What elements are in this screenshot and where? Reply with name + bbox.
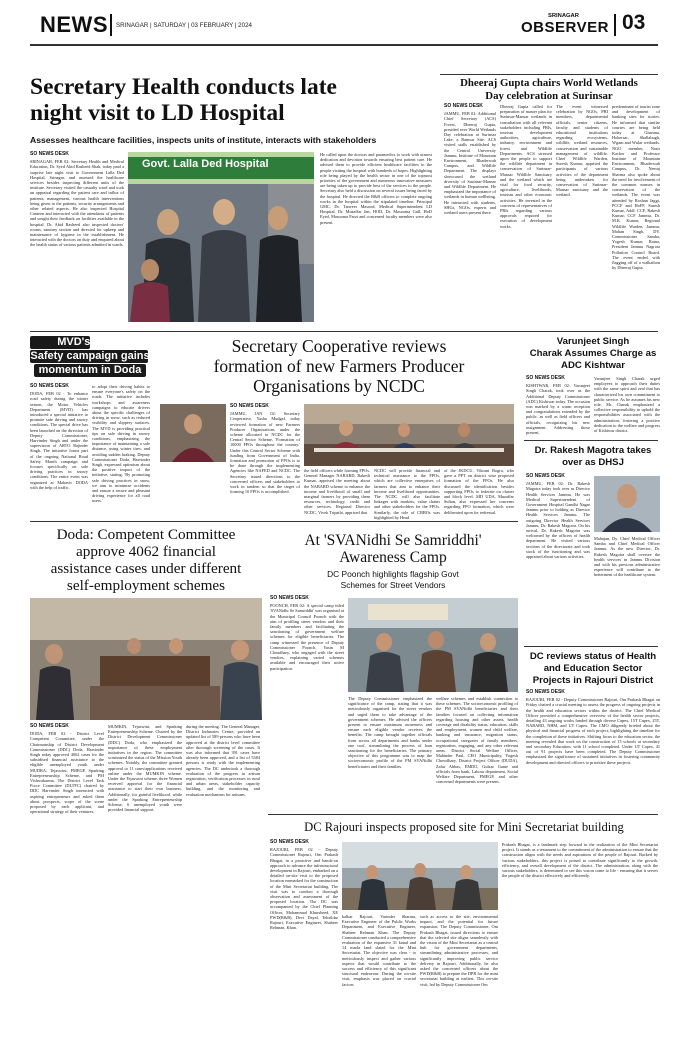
svanidhi-column-2 xyxy=(348,696,432,810)
rajouri-status-column-1 xyxy=(526,690,660,810)
wetlands-column-1 xyxy=(444,104,496,326)
lead-headline-line1: Secretary Health conducts late xyxy=(30,74,337,100)
ncdc-column-4 xyxy=(444,468,514,516)
masthead-rule xyxy=(30,44,658,46)
varun-column-1 xyxy=(526,376,590,436)
rakesh-photo xyxy=(594,476,660,532)
snow-text-1: DODA, FEB 02 - To enhance road safety during the winter season, the Motor Vehicles Department (MVD) has introduced a special initiative to promote safe driving and snowy conditions. The special drive has been launched on the direction of Deputy Commissioner, Harvinder Singh and under the supervision of ARTO Rajinder Singh. The initiative forms part of the ongoing National Road Safety Month campaign and focuses specifically on safe driving practices in snowy conditions. The entire event was organized at Mahavir DODA with the help of traffic. xyxy=(30,391,88,490)
rakesh-text-1: JAMMU, FEB 02: Dr. Rakesh Magotra today took over as Director Health Services Jammu. He was Medical Superintendent of Government Hospital Gandhi Nagar Jammu prior to holding as Director Health Services Jammu. The outgoing Director Health Services Jammu, Dr. Rakesh Magotra. On his arrival, Dr. Rakesh Magotra was welcomed by the officers of health department. He visited various sections of the directorate and took stock of the functioning and was appraised about various activities. xyxy=(526,481,590,560)
doda-byline: SO NEWS DESK xyxy=(30,723,69,729)
ncdc-headline-line3: Organisations by NCDC xyxy=(253,376,425,396)
svanidhi-column-1 xyxy=(270,596,344,810)
rajouri-status-headline-line1: DC reviews status of Health xyxy=(529,651,657,662)
mini-sec-column-2 xyxy=(342,914,416,1030)
mini-sec-photo-illustration xyxy=(342,842,498,910)
lead-photo-banner: Govt. Lalla Ded Hospital xyxy=(142,158,269,170)
doda-photo xyxy=(30,598,262,720)
mini-sec-text-2: kalkar Rajouri, Varinder Sharma, Executive Engineer of the Public Works Department, and Executive Engineer, Shabeer Rehman Khan. The Deputy Commissioner conducted a comprehensive evaluation of the expansive 31 kanal and 14 marla land slated for the Mini Secretariat. The objective was clear - to meticulously inspect and gather various aspects that would contribute to the success and efficiency of this significant structural endeavour. During the on-site visit, emphasis was placed on crucial factors xyxy=(342,914,416,987)
lead-text-2: He called upon the doctors and paramedics to work with utmost dedication and devotion towards ensuring best patient care. He advised them to provide efficient healthcare facilities to the people visiting the hospital with hundreds of hopes. Highlighting role being played by the health sector in one of the topmost priorities of the government and numerous innovative measures are being taken up to provide best of the services to the people. Secretary also held a discussion on several issues being faced by the hospital. He directed the R&B officers to complete ongoing works in the hospital within the stipulated timeline. Principal GMC, Dr. Tanveer Masood, Medical Superintendent LD Hospital, Dr. Muzaffar Jan, HOD, Dr. Masooma Gull, HoD Eyed, Masooma Farzi and concerned faculty members were also present. xyxy=(320,152,432,225)
brand-logo: OBSERVER xyxy=(521,19,609,36)
ncdc-text-3: NCDC will provide financial and technical assistance to the FPOs, which are collective enterprises of farmers that aim to enhance their income and livelihood opportunities. The NCDC will also facilitate linkages with markets, value chains and other stakeholders for the FPOs. Similarly, the role of CBBOs was highlighted by Head xyxy=(374,468,440,520)
ncdc-column-2 xyxy=(304,468,370,516)
brand-top: SRINAGAR xyxy=(548,13,579,19)
section-rule-2 xyxy=(30,521,518,522)
varun-column-2 xyxy=(594,376,660,436)
snow-text-2: to adopt their driving habits to ensure everyone's safety on the roads. The initiative includes workshops and awareness campaigns to educate drivers about the specific challenges of driving in snow, such as reduced visibility and slippery surfaces. The MVD is providing practical tips on safe driving in snowy conditions, emphasizing the importance of maintaining a safe distance, using winter tires, and avoiding sudden braking. Deputy Commissioner Doda, Harvinder Singh, expressed optimism about the positive impact of the initiative, stating, 'By promoting safe driving practices in snow, we aim to minimize accidents and ensure a secure and pleasant driving experience for all road users.' xyxy=(92,384,150,504)
masthead xyxy=(0,0,680,48)
rakesh-text-2: Mahajan, Dy. Chief Medical Officer Samba and Chief Medical Officer Jammu. As the new Director, Dr. Rakesh Magotra shall oversee the health services in Jammu Division and with his previous administrative experience will contribute to the betterment of the healthcare system. xyxy=(594,536,660,578)
ncdc-photo xyxy=(304,404,514,466)
svanidhi-photo xyxy=(348,598,518,692)
doda-text-1: DODA, FEB 02 - District Level Competent Committee, under the Chairmanship of District Development Commissioner (DDC) Doda, Harvinder Singh today approved 4062 cases for the subsidised financial assistance to the eligible unemployed youth under MUDRA, Tejaswini, PMEGP, Sparking Entrepreneurship Scheme, and PM Vishwakarma. The District Level Task Force Committee (DLTFC) chaired by DDC Harvinder Singh interacted with aspiring entrepreneurs and asked them about prospects, scope of the scene proposed by each applicant, and operational strategy of their ventures. xyxy=(30,731,104,815)
svanidhi-byline: SO NEWS DESK xyxy=(270,595,309,601)
doda-headline-line2: approve 4062 financial xyxy=(75,543,216,560)
varun-text-1: KISHTWAR, FEB 02: Varunjeet Singh Charak, took over as the Additional Deputy Commissioner (ADC) Kishtwar today. The occasion was marked by a warm reception and congratulations extended by the public, as well as field officers and officials, recognizing his new assignment. Addressing those present, xyxy=(526,383,590,436)
rakesh-photo-illustration xyxy=(594,476,660,532)
svanidhi-deck-line2: Schemes for Street Vendors xyxy=(340,580,446,590)
wetlands-text-2: Dheeraj Gupta called for preparation of master plan for Surinsar-Mansar wetlands in consultation with all relevant stakeholders including PRIs, tourism development authorities, agriculture, industry, environment and forest and Wildlife Departments. ACS stressed upon the people to support the wildlife department in conservation of Surinsar-Mansar Wildlife Sanctuary and the wetland which are vital for food security, agriculture, livelihoods, tourism and other economic activities. He invested in the concerns of representatives of PRIs regarding various approvals required for execution of development works. xyxy=(500,104,552,229)
varun-headline-line1: Varunjeet Singh xyxy=(556,336,630,347)
doda-column-2 xyxy=(108,724,182,1030)
rakesh-headline-line1: Dr. Rakesh Magotra takes xyxy=(534,445,652,456)
wetlands-text-3: The event witnessed celebration by NGOs, PRI members, departmental officials, senior citizens, faculty and students of educational institutions regarding ecosystems, wildlife, wetland resources, conservation and sustainable management of wildlife. Chief Wildlife Warden, Suresh Kumar, apprised the participants of various activities of the department being undertaken for conservation of Surinsar-Mansar sanctuary and the wetland. xyxy=(556,104,608,198)
ncdc-photo-illustration xyxy=(304,404,514,466)
dateline: SRINAGAR | SATURDAY | 03 FEBRUARY | 2024 xyxy=(116,22,252,29)
ncdc-text-4: of the JKDCU, Vikrant Bogra, who gave a PPT on district wise proposed formation of the FPOs. He also discussed the identification besides supporting FPOs to federate on cluster and block level. MD UDA, Muzaffar Sultan, also expressed her concerns regarding FPO formation, which were deliberated upon for redressal. xyxy=(444,468,514,515)
snow-column-2 xyxy=(92,384,150,516)
lead-deck: Assesses healthcare facilities, inspects units of institute, interacts with stakeholders xyxy=(30,135,377,145)
wetlands-text-4: predominant of tourist zone and development of banking sites for stories. He informed that similar courses are being held today at Gharana, Hokersar, Shallabugh, Wgam and Wular wetlands. NGO member, Nasir Kacker and Professor Institute of Mountain Environment, Bhaderwah Campus, Dr. Neeraj Sharma also spoke about the need for involvement of the common masses in conservation of the wetlands. The event was attended by Roshan Jaggi, PCCF and HoFF, Suresh Kumar, Addl. CCF, Rakesh Kumar, CCF Jammu, Dr. M.K. Kumar, Regional Wildlife Warden, Jammu, Mohan Singh, DY. Commissioner Samba, Yogesh Kumar, Raina, President Jammu Nagrota Pollution Control Board. The event ended with flagging off of a walkathon by Dheeraj Gupta. xyxy=(612,104,660,271)
rakesh-headline-line2: over as DHSJ xyxy=(562,457,624,468)
wetlands-text-1: JAMMU, FEB 02: Additional Chief Secretary (ACS) Forest, Dheeraj Gupta, presided over World Wetlands Day celebration at Surinsar Lake, a Ramsar Site. ACS visited stalls established by the Central University Jammu, Institute of Mountain Environment, Bhaderwah Campus, and Wildlife Department. The displays showcased the wetland diversity of Surinsar-Mansar and Wildlife Department. He emphasized the importance of wetlands in human wellbeing. He interacted with students, SHGs, NGOs, experts and wetland users present there. xyxy=(444,111,496,216)
section-divider xyxy=(110,14,112,36)
svanidhi-text-3: welfare schemes and establish connection to these schemes. The socioeconomic profiling of the PM SVANidhi beneficiaries and their families focused on collecting information regarding housing and other assets, health coverage and disability status, education, skills and employment, women and child welfare, banking and insurance, migration status, occupational categories of family members, registration, engaging, and any other relevant areas. District Social Welfare Officer, Mahinder Paul, CEO Municipality, Yogesh Chowdhary, District Project Officer (DUDA), Zafar Abbas, EMDO, Gulzar Ganie and officials from bank, Labour department, Social Welfare Department, PMEGP, and other concerned departments were present. xyxy=(436,696,518,785)
mini-sec-headline: DC Rajouri inspects proposed site for Mini Secretariat building xyxy=(304,820,624,834)
wetlands-headline-line1: Dheeraj Gupta chairs World Wetlands xyxy=(460,77,638,89)
doda-headline-line1: Doda: Competent Committee xyxy=(56,526,236,543)
lead-photo xyxy=(128,152,314,322)
lead-column-1 xyxy=(30,152,124,328)
doda-column-3 xyxy=(186,724,260,1030)
rakesh-byline: SO NEWS DESK xyxy=(526,473,565,479)
mini-sec-text-4: Prakash Bhagat, is a landmark step forward in the realization of the Mini Secretariat project. It stands as a testament to the commitment of the administration to ensure that the construction aligns with the needs and aspirations of the people of Rajouri. Backed by various stakeholders, this project is poised to contribute significantly to the growth, efficiency, and overall development of the district. The administration, along with the various stakeholders, is determined to see this vision come to life - ensuring that it serves the people of the district effectively and efficiently. xyxy=(502,842,658,879)
mini-sec-text-3: such as access to the site, environmental impact, and the potential for future expansion. The Deputy Commissioner, Om Prakash Bhagat, issued directions to ensure that the selected site aligns seamlessly with the vision of the Mini Secretariat as a central hub for government departments, streamlining administrative processes, and significantly improving public service delivery in Rajouri. Additionally, he also asked the concerned officers about the PWD(R&B) to prepare the DPR for the mini secretariat building at earliest. This on-site visit, led by Deputy Commissioner Om xyxy=(420,914,498,987)
rajouri-status-top-rule xyxy=(524,646,658,647)
snow-byline: SO NEWS DESK xyxy=(30,383,69,389)
doda-text-2: MUMKIN, Tejaswini, and Sparking Entrepreneurship Scheme. Chaired by the District Development Commissioner (DDC) Doda, who emphasized the importance of these employment initiatives in the region. The committee scrutinized the status of the Mission Youth schemes. Notably, the committee granted approval to 11 cases/applications received online under the MUMKIN scheme. Under the Tejaswini scheme, three Women received approval for the financial assistance to start their own business. Additionally, for gainful livelihood, while under the Sparking Entrepreneurship Scheme, 6 unemployed youth were provided financial support. xyxy=(108,724,182,813)
ncdc-headline-line1: Secretary Cooperative reviews xyxy=(231,336,447,356)
svanidhi-headline-line1: At 'SVANidhi Se Samriddhi' xyxy=(304,532,482,549)
lead-byline: SO NEWS DESK xyxy=(30,151,69,157)
section-label: NEWS xyxy=(40,12,108,37)
snow-headline-line3: momentum in Doda xyxy=(38,364,142,376)
doda-text-3: during the meeting. The General Manager, District Industries Centre, provided an updated list of 589 persons who have been approved at the district level committee after thorough screening of the cases. It was also informed that 391 cases have already been approved, and a list of 5384 persons is ready with the implementing agencies. The DC undertook a thorough evaluation of the progress in artisan registration, verification processes in rural and urban areas, stakeholder capacity building, and the monitoring and evaluation mechanism for artisans. xyxy=(186,724,260,797)
ncdc-column-1 xyxy=(230,404,300,516)
varun-headline-line3: ADC Kishtwar xyxy=(561,360,625,371)
ncdc-small-photo xyxy=(160,404,226,462)
ncdc-byline: SO NEWS DESK xyxy=(230,403,269,409)
wetlands-headline-line2: Day celebration at Surinsar xyxy=(485,90,613,102)
snow-column-1 xyxy=(30,384,88,516)
ncdc-small-photo-illustration xyxy=(160,404,226,462)
doda-headline-line3: assistance cases under different xyxy=(50,560,242,577)
ncdc-column-3 xyxy=(374,468,440,520)
svanidhi-photo-illustration xyxy=(348,598,518,692)
svanidhi-headline-line2: Awareness Camp xyxy=(339,549,447,566)
doda-headline-line4: self-employment schemes xyxy=(66,577,226,594)
page-number: 03 xyxy=(622,11,646,34)
brand-divider xyxy=(614,14,616,36)
svanidhi-deck-line1: DC Poonch highlights flagship Govt xyxy=(327,569,459,579)
varun-headline-line2: Charak Assumes Charge as xyxy=(529,348,657,359)
snow-headline-line1: MVD's Snow xyxy=(57,336,123,348)
ncdc-text-1: JAMMU, JAN 02: Secretary Cooperative, Yasha Mudgal, today reviewed formation of new Farmers Producer Organisations under the scheme allocated to NCDC for the Central Sector Scheme, 'Formation of 10000 FPOs throughout the country.' Under this Central Sector Scheme with funding from Government of India, formation and promotion of FPOs is to be done through the implementing Agencies like NAFED and NCDC. The Secretary issued directions to the concerned officers and stakeholders to work in tandem so that the target of forming 10 FPOs is accomplished. xyxy=(230,411,300,495)
varun-text-2: Varunjeet Singh Charak urged employees to approach their duties with the same spirit and zeal that has characterized his own commitment to public service. As he assumes his new role, Mr. Charak emphasized a collective responsibility to uphold the responsibilities associated with the administration, fostering a positive dedication to the welfare and progress of Kishtwar district. xyxy=(594,376,660,434)
svanidhi-text-2: The Deputy Commissioner emphasized the significance of the camp, stating that it was meticulously organised for the street vendors and urged them to take advantage of the government schemes. He advised the officers present to ensure maximum awareness and ensure each eligible vendor receives the benefits. The camp brought together officials from across all departments and banks under one roof, streamlining the process of loan sanctioning for the beneficiaries. The primary objective of this programme was to map the socioeconomic profile of the PM SVANidhi beneficiaries and their families. xyxy=(348,696,432,769)
lead-photo-illustration xyxy=(128,152,314,322)
wetlands-top-rule xyxy=(440,74,658,75)
rajouri-status-byline: SO NEWS DESK xyxy=(526,689,565,695)
rakesh-column-1 xyxy=(526,474,590,642)
lead-text-1: SRINAGAR, FEB 02: Secretary Health and Medical Education, Dr. Syed Abid Rasheed Shah, today paid a surprise late night visit to Government Lalla Ded Hospital, Srinagar, and assessed the healthcare services besides inspecting different units of the institute. Secretary visited the casualty ward and took an appraisal regarding the patient care and influx of patients, management, various health interventions being given to the patients, security arrangements and other related aspects. He also inspected Hospital Canteen and interacted with the attendants of patients and sought their feedback on facilities available in the hospital. Dr. Abid Rasheed also inspected doctors' rooms, sanitary section and directed for upkeep and maintenance of hygiene in the establishment. He interacted with the doctors on duty and enquired about the health status of various patients admitted in wards. xyxy=(30,159,124,248)
ncdc-text-2: the field officers while forming FPOs. General Manager NABARD, Rakesh Kumar, apprised the meeting about the NABARD scheme to enhance the income and livelihood of small and marginal farmers by providing them resources, technology, credit and other services. Regional Director NCDC, Vivek Tripathi, apprised that xyxy=(304,468,370,515)
ncdc-headline-line2: formation of new Farmers Producer xyxy=(213,356,465,376)
section-rule-3 xyxy=(268,814,658,815)
wetlands-column-3 xyxy=(556,104,608,326)
wetlands-column-4 xyxy=(612,104,660,326)
lead-headline-line2: night visit to LD Hospital xyxy=(30,100,285,126)
rajouri-status-text-1: RAJOURI, FEB 02 - Deputy Commissioner Rajouri, Om Prakash Bhagat on Friday chaired a crucial meeting to assess the progress of ongoing projects in the health and education sectors within the district. The Chief Medical Officer provided a comprehensive overview of the health sector projects, detailing 43 ongoing works funded through diverse Capex, 15T Capex, 25T, NABARD, NHM, and UT Capex. The CMO diligently briefed about the physical and financial progress of each project, highlighting the timeline for the completion of these initiatives. Shifting focus to the education sector, the meeting revealed that work on the construction of 15 schools at secondary and secondary Education, with 11 school completed. Under UT Capex, 41 out of 91 projects have been completed. The Deputy Commissioner emphasized the significance of sustained initiatives in fostering community development and directed officers to prioritize these projects. xyxy=(526,697,660,765)
mini-sec-text-1: RAJOURI, FEB 02 - Deputy Commissioner Rajouri, Om Prakash Bhagat, in a proactive and hands-on approach to advance the infrastructural development in Rajouri, embarked on a detailed on-site visit to the proposed location earmarked for the construction of the Mini Secretariat building. The visit was to conduct a thorough observation and assessment of the proposed location. The DC was accompanied by the Chief Planning Officer, Mohammad Khursheed, XE PWD(R&B), Devi Dayal, Tehsildar Rajouri, Executive Engineer, Shabeer Rehman, Khan. xyxy=(270,847,339,931)
lead-column-2 xyxy=(320,152,432,328)
mini-sec-column-1 xyxy=(270,840,338,1030)
snow-headline-line2: Safety campaign gains xyxy=(30,350,150,362)
mini-sec-photo xyxy=(342,842,498,910)
wetlands-column-2 xyxy=(500,104,552,326)
doda-photo-illustration xyxy=(30,598,262,720)
doda-column-1 xyxy=(30,724,104,1030)
rakesh-column-2 xyxy=(594,536,660,642)
wetlands-byline: SO NEWS DESK xyxy=(444,103,483,109)
svanidhi-text-1: POONCH, FEB 02: A special camp titled 'SVANidhi Se Samriddhi' was organised at the Municipal Council Poonch with the aim of profiling street vendors and their family members and facilitating the sanctioning of government welfare schemes for eligible beneficiaries. The camp witnessed the presence of Deputy Commissioner Poonch, Yasin M Choudhary, who engaged with the street vendors, explaining varied schemes available and encouraged their active participation. xyxy=(270,603,344,671)
rajouri-status-headline-line2: and Education Sector xyxy=(543,663,643,674)
svanidhi-column-3 xyxy=(436,696,518,810)
mini-sec-column-4 xyxy=(502,842,658,1030)
mini-sec-byline: SO NEWS DESK xyxy=(270,839,309,845)
rakesh-top-rule xyxy=(524,440,658,441)
section-rule-1 xyxy=(30,331,658,332)
varun-byline: SO NEWS DESK xyxy=(526,375,565,381)
rajouri-status-headline-line3: Projects in Rajouri District xyxy=(532,675,654,686)
mini-sec-column-3 xyxy=(420,914,498,1030)
